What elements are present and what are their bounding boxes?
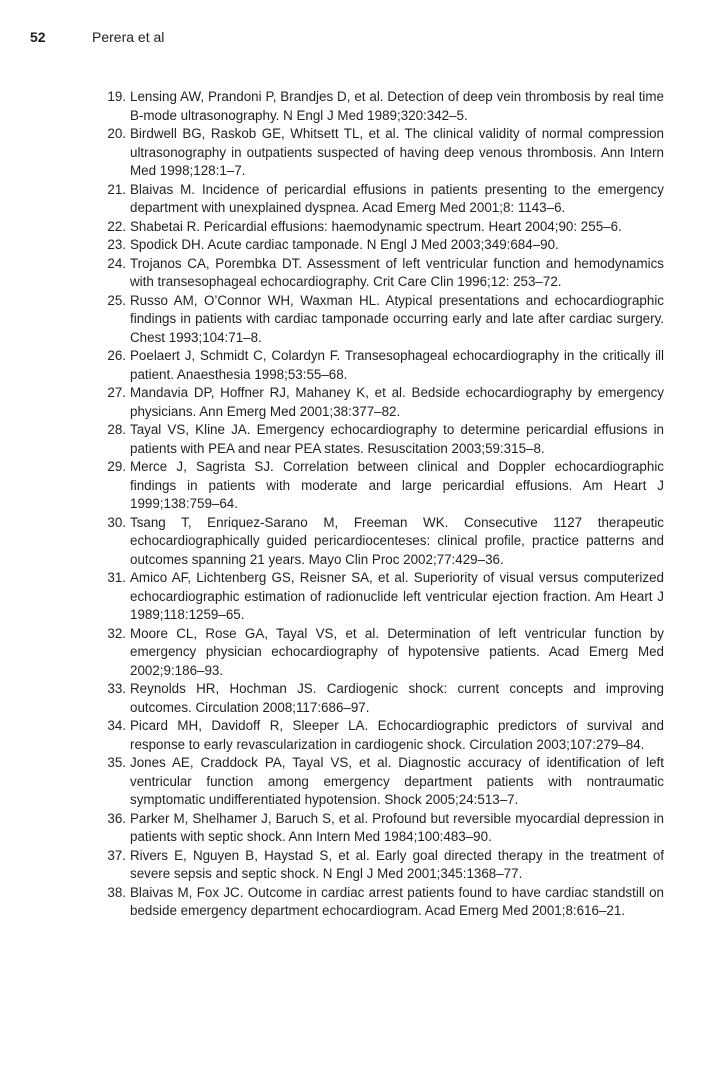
reference-number: 25. — [107, 292, 126, 308]
reference-number: 31. — [107, 570, 126, 585]
reference-number: 33. — [107, 681, 126, 696]
reference-text: Blaivas M, Fox JC. Outcome in cardiac arrest patients found to have cardiac standstill on bedside emergency department echocardiogram. Acad Emerg Med 2001;8:616–21. — [130, 884, 664, 918]
reference-text: Merce J, Sagrista SJ. Correlation between clinical and Doppler echocardiographic findings in patients with moderate and large pericardial effusions. Am Heart J 1999;138:759–64. — [130, 459, 664, 511]
reference-number: 37. — [107, 847, 126, 863]
reference-number: 30. — [107, 514, 126, 530]
reference-text: Jones AE, Craddock PA, Tayal VS, et al. Diagnostic accuracy of identification of left ventricular function among emergency department patients with nontraumatic symptomatic undifferentiated hypotension. Shock 2005;24:513–7. — [130, 755, 664, 807]
reference-list — [96, 88, 664, 921]
running-head — [30, 29, 698, 49]
reference-number: 36. — [107, 810, 126, 826]
reference-number: 38. — [107, 884, 126, 900]
reference-item — [96, 680, 664, 717]
reference-item — [96, 717, 664, 754]
reference-text: Birdwell BG, Raskob GE, Whitsett TL, et al. The clinical validity of normal compression ultrasonography in outpatients suspected of having deep venous thrombosis. Ann Intern Med 1998;128:1–7. — [130, 126, 664, 178]
reference-number: 27. — [107, 385, 126, 400]
reference-number: 21. — [107, 181, 126, 197]
reference-text: Tsang T, Enriquez-Sarano M, Freeman WK. Consecutive 1127 therapeutic echocardiographically guided pericardiocenteses: clinical profile, practice patterns and outcomes spanning 21 years. Mayo Clin Proc 2002;77:429–36. — [130, 514, 664, 567]
reference-number: 29. — [107, 459, 126, 474]
reference-text: Moore CL, Rose GA, Tayal VS, et al. Determination of left ventricular function by emergency physician echocardiography of hypotensive patients. Acad Emerg Med 2002;9:186–93. — [130, 625, 664, 678]
reference-text: Russo AM, O’Connor WH, Waxman HL. Atypical presentations and echocardiographic findings in patients with cardiac tamponade occurring early and late after cardiac surgery. Chest 1993;104:71–8. — [130, 292, 664, 345]
reference-number: 23. — [107, 237, 126, 252]
reference-number: 24. — [107, 255, 126, 271]
reference-item — [96, 347, 664, 384]
reference-item — [96, 569, 664, 625]
reference-text: Lensing AW, Prandoni P, Brandjes D, et al. Detection of deep vein thrombosis by real time B-mode ultrasonography. N Engl J Med 1989;320:342–5. — [130, 89, 664, 123]
reference-item — [96, 847, 664, 884]
reference-item — [96, 218, 664, 237]
reference-number: 32. — [107, 625, 126, 641]
reference-text: Tayal VS, Kline JA. Emergency echocardiography to determine pericardial effusions in patients with PEA and near PEA states. Resuscitation 2003;59:315–8. — [130, 422, 664, 456]
reference-text: Mandavia DP, Hoffner RJ, Mahaney K, et al. Bedside echocardiography by emergency physicians. Ann Emerg Med 2001;38:377–82. — [130, 385, 664, 419]
reference-number: 19. — [107, 89, 126, 104]
reference-item — [96, 125, 664, 181]
reference-number: 35. — [107, 755, 126, 770]
reference-number: 22. — [107, 218, 126, 234]
reference-text: Shabetai R. Pericardial effusions: haemodynamic spectrum. Heart 2004;90: 255–6. — [130, 218, 622, 234]
reference-item — [96, 884, 664, 921]
reference-text: Picard MH, Davidoff R, Sleeper LA. Echocardiographic predictors of survival and response to early revascularization in cardiogenic shock. Circulation 2003;107:279–84. — [130, 718, 664, 752]
reference-text: Amico AF, Lichtenberg GS, Reisner SA, et al. Superiority of visual versus computerized echocardiographic estimation of radionuclide left ventricular ejection fraction. Am Heart J 1989;118:1259–65. — [130, 570, 664, 622]
reference-text: Reynolds HR, Hochman JS. Cardiogenic shock: current concepts and improving outcomes. Circulation 2008;117:686–97. — [130, 681, 664, 715]
reference-item — [96, 458, 664, 514]
reference-item — [96, 625, 664, 681]
reference-item — [96, 421, 664, 458]
reference-item — [96, 181, 664, 218]
reference-number: 26. — [107, 348, 126, 363]
reference-item — [96, 514, 664, 570]
reference-text: Blaivas M. Incidence of pericardial effusions in patients presenting to the emergency department with unexplained dyspnea. Acad Emerg Med 2001;8: 1143–6. — [130, 181, 664, 215]
reference-item — [96, 292, 664, 348]
reference-item — [96, 754, 664, 810]
reference-text: Rivers E, Nguyen B, Haystad S, et al. Early goal directed therapy in the treatment of severe sepsis and septic shock. N Engl J Med 2001;345:1368–77. — [130, 847, 664, 881]
reference-number: 28. — [107, 422, 126, 437]
reference-number: 34. — [107, 718, 126, 733]
reference-item — [96, 810, 664, 847]
reference-item — [96, 255, 664, 292]
running-title: Perera et al — [92, 29, 165, 45]
page-number: 52 — [30, 29, 46, 45]
reference-item — [96, 88, 664, 125]
reference-text: Trojanos CA, Porembka DT. Assessment of left ventricular function and hemodynamics with transesophageal echocardiography. Crit Care Clin 1996;12: 253–72. — [130, 255, 664, 289]
reference-text: Poelaert J, Schmidt C, Colardyn F. Transesophageal echocardiography in the critically ill patient. Anaesthesia 1998;53:55–68. — [130, 348, 664, 382]
reference-text: Spodick DH. Acute cardiac tamponade. N Engl J Med 2003;349:684–90. — [130, 237, 559, 252]
reference-item — [96, 236, 664, 255]
reference-text: Parker M, Shelhamer J, Baruch S, et al. Profound but reversible myocardial depression in patients with septic shock. Ann Intern Med 1984;100:483–90. — [130, 810, 664, 844]
reference-item — [96, 384, 664, 421]
reference-number: 20. — [107, 126, 126, 141]
